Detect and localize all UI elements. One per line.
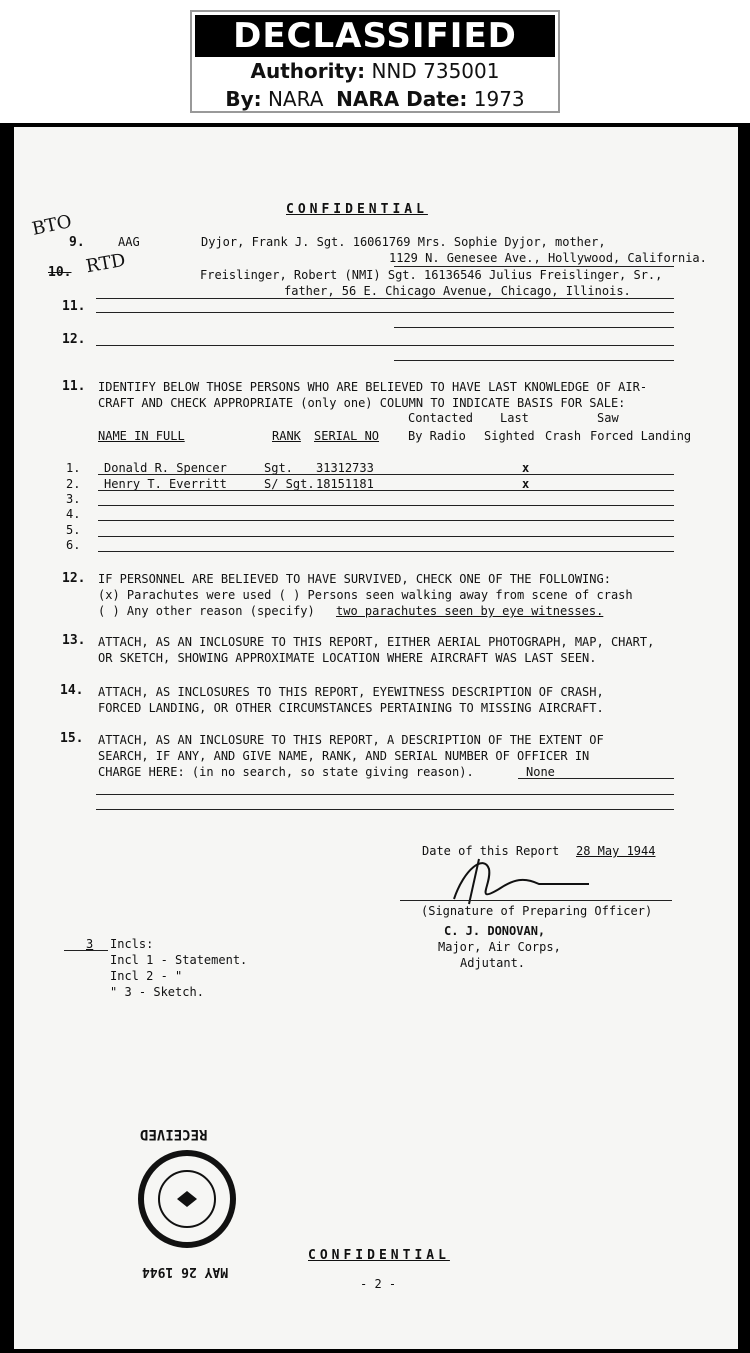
person-4-line (98, 520, 674, 521)
inclosures-label: Incls: (110, 937, 154, 951)
person-1-rank: Sgt. (264, 461, 293, 475)
row-10-underline (96, 298, 674, 299)
margin-note-rtd: RTD (84, 249, 128, 278)
column-saw: Saw (597, 411, 619, 425)
column-last: Last (500, 411, 529, 425)
row-9-code: AAG (118, 235, 140, 249)
row-9-address: 1129 N. Genesee Ave., Hollywood, California. (389, 251, 707, 265)
received-stamp-text: RECEIVED (140, 1126, 208, 1142)
classification-footer: CONFIDENTIAL (308, 1248, 450, 1263)
section-15-text-3: CHARGE HERE: (in no search, so state giving reason). (98, 765, 474, 779)
section-15-text-2: SEARCH, IF ANY, AND GIVE NAME, RANK, AND SERIAL NUMBER OF OFFICER IN (98, 749, 590, 763)
declassified-banner (190, 10, 560, 113)
page-number: - 2 - (360, 1277, 397, 1291)
section-14-text-2: FORCED LANDING, OR OTHER CIRCUMSTANCES PERTAINING TO MISSING AIRCRAFT. (98, 701, 604, 715)
column-sighted: Sighted (484, 429, 535, 443)
person-2-mark: x (522, 477, 530, 491)
document-sheet (14, 127, 738, 1349)
column-crash: Crash (545, 429, 582, 443)
person-5-number: 5. (66, 523, 81, 537)
section-14-number: 14. (60, 683, 84, 698)
officer-name: C. J. DONOVAN, (444, 924, 546, 938)
column-serial: SERIAL NO (314, 429, 380, 443)
person-3-line (98, 505, 674, 506)
person-1-mark: x (522, 461, 530, 475)
banner-title: DECLASSIFIED (195, 15, 555, 57)
inclosures-count: 3 (86, 937, 94, 951)
scanned-page (0, 123, 750, 1353)
section-14-text-1: ATTACH, AS INCLOSURES TO THIS REPORT, EYEWITNESS DESCRIPTION OF CRASH, (98, 685, 604, 699)
column-name: NAME IN FULL (98, 429, 185, 443)
section-13-text-2: OR SKETCH, SHOWING APPROXIMATE LOCATION WHERE AIRCRAFT WAS LAST SEEN. (98, 651, 597, 665)
row-10-text: Freislinger, Robert (NMI) Sgt. 16136546 Julius Freislinger, Sr., (200, 268, 663, 282)
classification-header: CONFIDENTIAL (286, 202, 428, 217)
person-1-number: 1. (66, 461, 81, 475)
report-date-label: Date of this Report (422, 844, 560, 858)
column-rank: RANK (272, 429, 301, 443)
row-12-number: 12. (62, 332, 86, 347)
section-13-number: 13. (62, 633, 86, 648)
section-11-text-1: IDENTIFY BELOW THOSE PERSONS WHO ARE BELIEVED TO HAVE LAST KNOWLEDGE OF AIR- (98, 380, 648, 394)
report-date-value: 28 May 1944 (576, 844, 656, 858)
row-12-line (96, 345, 674, 346)
section-13-text-1: ATTACH, AS AN INCLOSURE TO THIS REPORT, EITHER AERIAL PHOTOGRAPH, MAP, CHART, (98, 635, 655, 649)
person-1-line (98, 474, 674, 475)
section-12-option-2: ( ) Any other reason (specify) (98, 604, 315, 618)
received-stamp-seal (137, 1149, 237, 1249)
section-15-number: 15. (60, 731, 84, 746)
section-12-answer: two parachutes seen by eye witnesses. (336, 604, 604, 618)
inclosure-1: Incl 1 - Statement. (110, 953, 248, 967)
signature-line (400, 900, 672, 901)
row-11-line (96, 312, 674, 313)
inclosure-2: Incl 2 - " (110, 969, 183, 983)
row-11-line-b (394, 327, 674, 328)
section-11-text-2: CRAFT AND CHECK APPROPRIATE (only one) COLUMN TO INDICATE BASIS FOR SALE: (98, 396, 626, 410)
person-3-number: 3. (66, 492, 81, 506)
inclosure-3: " 3 - Sketch. (110, 985, 204, 999)
banner-by: By: NARA NARA Date: 1973 (225, 87, 525, 111)
officer-title: Adjutant. (460, 956, 526, 970)
person-5-line (98, 536, 674, 537)
column-radio: By Radio (408, 429, 466, 443)
inclosures-line (64, 950, 108, 951)
person-2-rank: S/ Sgt. (264, 477, 315, 491)
signature-label: (Signature of Preparing Officer) (421, 904, 653, 918)
person-1-name: Donald R. Spencer (104, 461, 227, 475)
row-9-text: Dyjor, Frank J. Sgt. 16061769 Mrs. Sophie Dyjor, mother, (201, 235, 606, 249)
section-15-answer: None (526, 765, 555, 779)
person-2-name: Henry T. Everritt (104, 477, 227, 491)
section-12-number: 12. (62, 571, 86, 586)
column-forced-landing: Forced Landing (590, 429, 692, 443)
person-4-number: 4. (66, 507, 81, 521)
received-stamp-date: MAY 26 1944 (142, 1264, 229, 1279)
officer-rank: Major, Air Corps, (438, 940, 561, 954)
banner-authority: Authority: NND 735001 (250, 59, 500, 83)
row-11-number: 11. (62, 299, 86, 314)
section-11-number: 11. (62, 379, 86, 394)
section-15-line-2 (96, 794, 674, 795)
row-9-number: 9. (69, 235, 85, 250)
section-12-option-1: (x) Parachutes were used ( ) Persons seen walking away from scene of crash (98, 588, 633, 602)
person-2-serial: 18151181 (316, 477, 374, 491)
person-1-serial: 31312733 (316, 461, 374, 475)
person-6-number: 6. (66, 538, 81, 552)
section-15-line-3 (96, 809, 674, 810)
margin-note-bto: BTO (30, 211, 74, 240)
section-12-text: IF PERSONNEL ARE BELIEVED TO HAVE SURVIVED, CHECK ONE OF THE FOLLOWING: (98, 572, 611, 586)
section-15-text-1: ATTACH, AS AN INCLOSURE TO THIS REPORT, A DESCRIPTION OF THE EXTENT OF (98, 733, 604, 747)
person-6-line (98, 551, 674, 552)
section-15-answer-line (518, 778, 674, 779)
row-10-number: 10. (48, 265, 72, 280)
column-contacted: Contacted (408, 411, 474, 425)
row-9-underline (394, 266, 674, 267)
person-2-number: 2. (66, 477, 81, 491)
row-10-address: father, 56 E. Chicago Avenue, Chicago, Illinois. (284, 284, 631, 298)
person-2-line (98, 490, 674, 491)
row-12-line-b (394, 360, 674, 361)
